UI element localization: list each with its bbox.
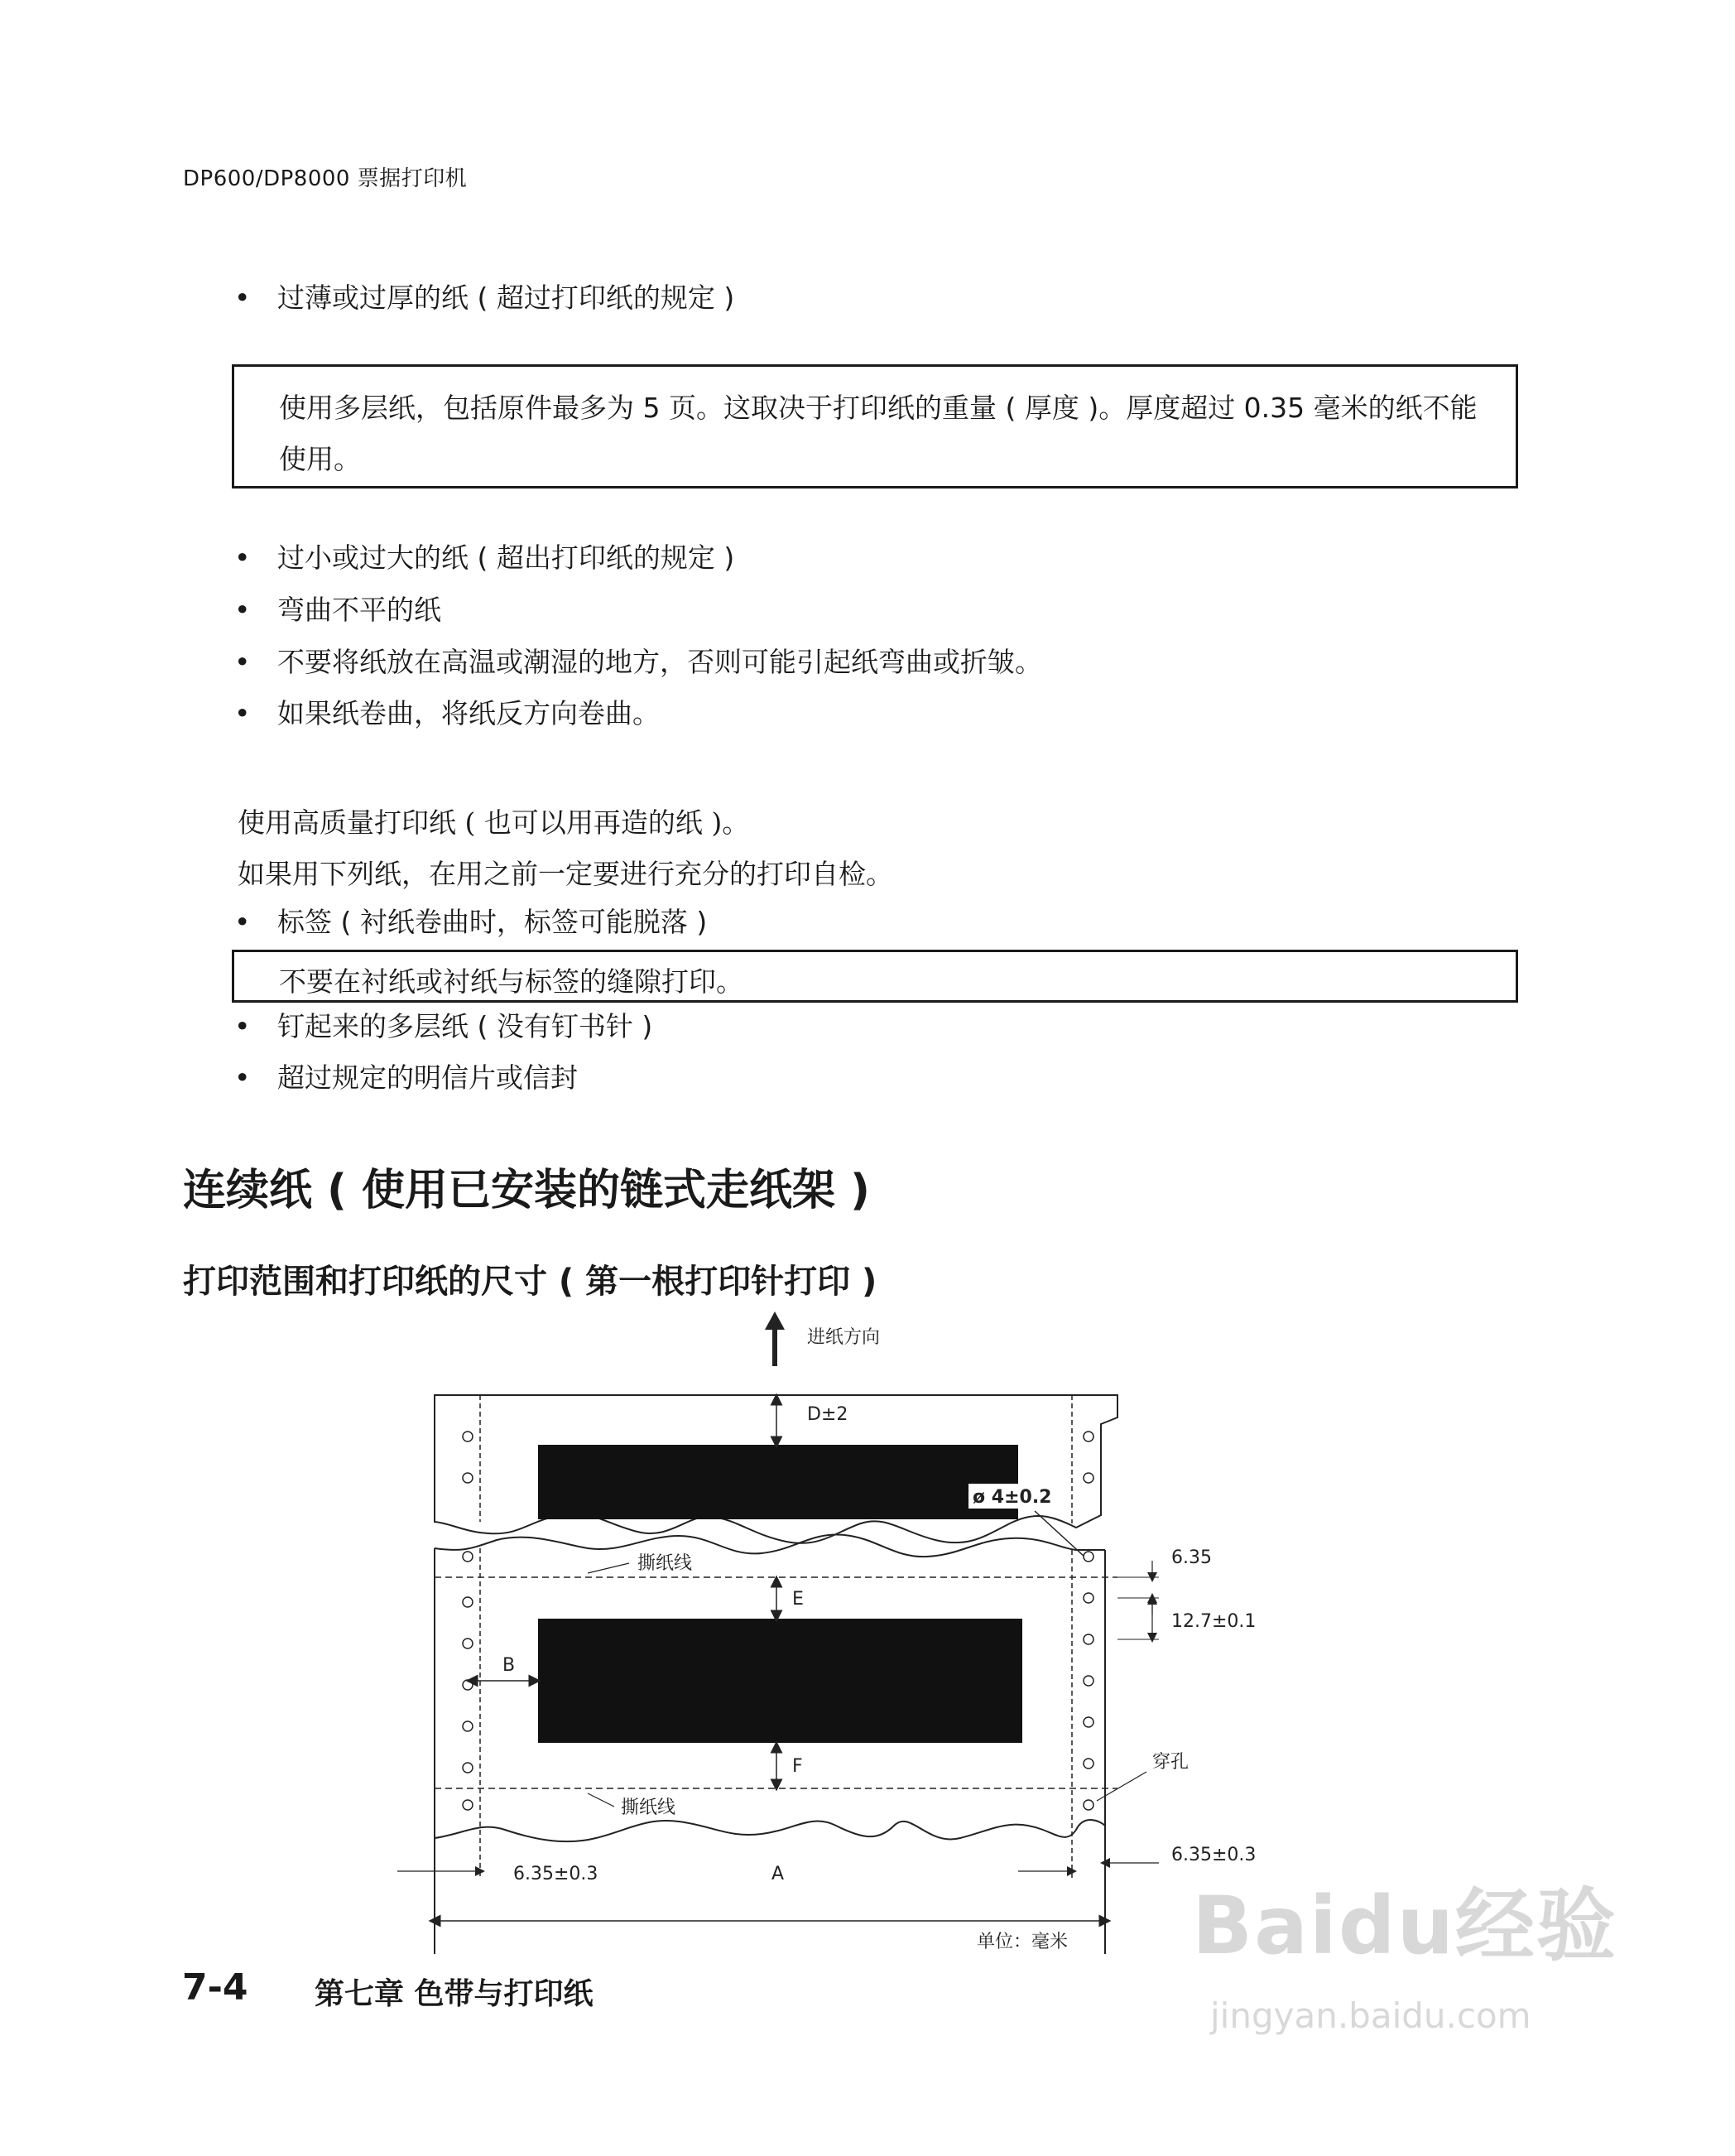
d-dimension-label: D±2 [807,1404,848,1425]
note-box [232,950,1518,1003]
feed-direction-label: 进纸方向 [807,1327,881,1348]
section-title: 连续纸 ( 使用已安装的链式走纸架 ) [183,1166,870,1215]
list-item-text: 过薄或过厚的纸 ( 超过打印纸的规定 ) [277,282,735,314]
sprocket-holes-right [1084,1552,1093,1810]
watermark-logo: Baidu经验 [1192,1879,1617,1972]
tear-line-label: 撕纸线 [621,1797,676,1818]
bullet-icon: • [234,541,251,574]
note-line: 不要在衬纸或衬纸与标签的缝隙打印。 [279,965,743,998]
sprocket-holes-left [463,1552,473,1810]
bullet-icon: • [234,646,251,678]
bullet-icon: • [234,1061,251,1094]
bullet-icon: • [234,1010,251,1042]
paper-dimension-diagram [397,1300,1308,1954]
list-item-text: 弯曲不平的纸 [277,594,441,626]
paragraph: 如果用下列纸，在用之前一定要进行充分的打印自检。 [238,858,893,890]
list-item-text: 钉起来的多层纸 ( 没有钉书针 ) [277,1010,653,1042]
pitch-dimension-label: 12.7±0.1 [1171,1611,1257,1632]
page-number: 7-4 [182,1966,248,2009]
e-dimension-label: E [792,1589,804,1610]
list-item-text: 如果纸卷曲，将纸反方向卷曲。 [277,697,660,729]
b-dimension-label: B [502,1655,516,1676]
feed-direction-arrow-icon [765,1311,785,1366]
left-margin-label: 6.35±0.3 [513,1864,598,1884]
list-item-text: 标签 ( 衬纸卷曲时，标签可能脱落 ) [277,906,708,938]
bullet-icon: • [234,906,251,938]
a-dimension-label: A [771,1864,785,1884]
hole-diameter-label: ø 4±0.2 [973,1487,1052,1508]
perforation-label: 穿孔 [1152,1752,1190,1773]
right-margin-label: 6.35±0.3 [1171,1845,1257,1865]
note-line: 使用多层纸，包括原件最多为 5 页。这取决于打印纸的重量 ( 厚度 )。厚度超过 0.35 毫米的纸不能 [279,392,1478,424]
bullet-icon: • [234,697,251,729]
watermark-url: jingyan.baidu.com [1210,1995,1531,2036]
list-item-text: 不要将纸放在高温或潮湿的地方，否则可能引起纸弯曲或折皱。 [277,646,1042,678]
bullet-icon: • [234,594,251,626]
paragraph: 使用高质量打印纸 ( 也可以用再造的纸 )。 [238,806,750,839]
note-box [232,364,1518,488]
running-header: DP600/DP8000 票据打印机 [183,166,468,191]
unit-label: 单位：毫米 [977,1932,1069,1952]
tear-line-label: 撕纸线 [637,1553,693,1574]
subsection-title: 打印范围和打印纸的尺寸 ( 第一根打印针打印 ) [183,1263,877,1301]
list-item-text: 过小或过大的纸 ( 超出打印纸的规定 ) [277,541,735,574]
margin-dimension-label: 6.35 [1171,1547,1212,1568]
f-dimension-label: F [792,1756,803,1777]
bullet-icon: • [234,282,251,314]
note-line: 使用。 [279,443,361,475]
chapter-title: 第七章 色带与打印纸 [315,1977,594,2011]
list-item-text: 超过规定的明信片或信封 [277,1061,578,1094]
